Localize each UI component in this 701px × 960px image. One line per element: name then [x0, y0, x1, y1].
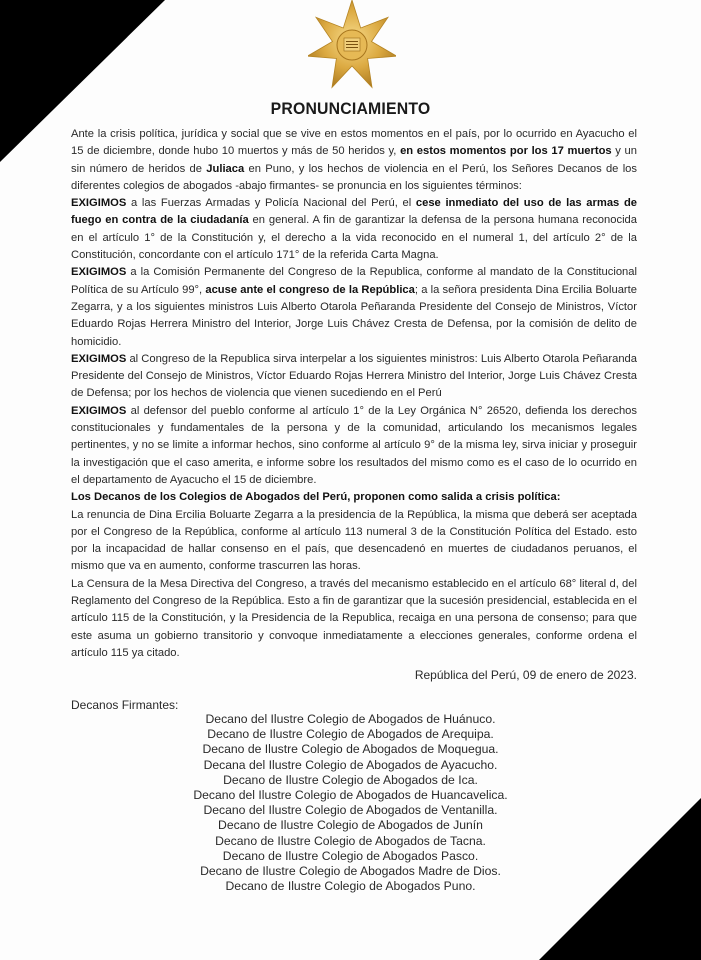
signers-list — [0, 712, 701, 894]
bold-text-run: acuse ante el congreso de la República — [205, 283, 415, 296]
text-run: a las Fuerzas Armadas y Policía Nacional del Perú, el — [126, 197, 416, 210]
date-line: República del Perú, 09 de enero de 2023. — [414, 668, 637, 683]
bold-text-run: en estos momentos por los 17 muertos — [400, 145, 612, 158]
bold-text-run: cese inmediato del uso de las armas de fuego en contra de la ciudadanía — [71, 197, 637, 227]
paragraph-exigimos-4 — [71, 403, 637, 489]
signer-line: Decano de Ilustre Colegio de Abogados de Junín — [218, 818, 483, 833]
text-run: en Puno, y los hechos de violencia en el Perú, los Señores Decanos de los diferentes colegios de abogados -abajo firmantes- se pronuncia en los siguientes términos: — [71, 162, 637, 192]
signer-line: Decano de Ilustre Colegio de Abogados de Ica. — [223, 772, 478, 787]
signer-line: Decano de Ilustre Colegio de Abogados de Arequipa. — [207, 727, 494, 742]
paragraph-exigimos-2 — [71, 264, 637, 350]
paragraph-proposal-1 — [71, 507, 637, 576]
text-run: ; a la señora presidenta Dina Ercilia Boluarte Zegarra, y a los siguientes ministros Luis Alberto Otarola Peñaranda Presidente del Consejo de Ministros, Víctor Eduardo Rojas Herrera Ministro del Interior, Jorge Luis Chávez Cresta de Defensa, por la comisión de delito de homicidio. — [71, 283, 637, 348]
signer-line: Decano de Ilustre Colegio de Abogados Pasco. — [222, 848, 479, 863]
paragraph-intro — [71, 126, 637, 195]
document-title: PRONUNCIAMIENTO — [270, 99, 431, 118]
document-body — [71, 126, 637, 714]
signer-line: Decano de Ilustre Colegio de Abogados de Tacna. — [215, 833, 486, 848]
signers-label: Decanos Firmantes: — [71, 697, 179, 712]
paragraph-proposal-2 — [71, 576, 637, 662]
text-run: a la Comisión Permanente del Congreso de la Republica, conforme al mandato de la Constitucional Política de su Artículo 99°, — [71, 266, 637, 296]
bold-text-run: EXIGIMOS — [71, 352, 127, 365]
signer-line: Decano de Ilustre Colegio de Abogados Puno. — [225, 879, 476, 894]
paragraph-exigimos-1 — [71, 195, 637, 264]
text-run: al defensor del pueblo conforme al artículo 1° de la Ley Orgánica N° 26520, defienda los derechos constitucionales y fundamentales de la persona y de la comunidad, articulando los mecanismos legales pertinentes, y no se limite a informar hechos, sino conforme al artículo 9° de la misma ley, sirva iniciar y proseguir la investigación que el caso amerita, e informe sobre los resultados del mismo como es el caso de lo ocurrido en el departamento de Ayacucho el 15 de diciembre. — [71, 404, 637, 486]
text-run: al Congreso de la Republica sirva interpelar a los siguientes ministros: Luis Alberto Otarola Peñaranda Presidente del Consejo de Ministros, Víctor Eduardo Rojas Herrera Ministro del Interior, Jorge Luis Chávez Cresta de Defensa; por los hechos de violencia que vienen sucediendo en el Perú — [71, 352, 637, 400]
text-run: en general. A fin de garantizar la defensa de la persona humana reconocida en el artículo 1° de la Constitución y, el derecho a la vida reconocido en el numeral 1, del artículo 2° de la Constitución, concordante con el artículo 171° de la referida Carta Magna. — [71, 214, 637, 262]
gold-star-emblem-icon — [308, 0, 396, 92]
signer-line: Decano del Ilustre Colegio de Abogados de Huánuco. — [205, 712, 496, 726]
bold-text-run: Juliaca — [206, 162, 245, 175]
signer-line: Decano de Ilustre Colegio de Abogados de Moquegua. — [202, 742, 499, 757]
text-run: La renuncia de Dina Ercilia Boluarte Zegarra a la presidencia de la República, la misma que deberá ser aceptada por el Congreso de la República, conforme al artículo 113 numeral 3 de la Constitución Política del Estado. esto por la incapacidad de hallar consenso en el país, que desencadenó en muertes de ciudadanos peruanos, el mismo que va en aumento, conforme trascurren las horas. — [71, 508, 637, 573]
paragraph-list — [71, 126, 637, 662]
bold-text-run: Los Decanos de los Colegios de Abogados del Perú, proponen como salida a crisis política: — [71, 491, 561, 504]
bold-text-run: EXIGIMOS — [71, 266, 127, 279]
text-run: y un sin número de heridos de — [71, 145, 637, 175]
bold-text-run: EXIGIMOS — [71, 404, 127, 417]
text-run: Ante la crisis política, jurídica y social que se vive en estos momentos en el país, por lo ocurrido en Ayacucho el 15 de diciembre, donde hubo 10 muertos y más de 50 heridos y, — [71, 128, 637, 158]
signer-line: Decano de Ilustre Colegio de Abogados Madre de Dios. — [200, 864, 501, 879]
paragraph-proposal-heading — [71, 489, 637, 506]
text-run: La Censura de la Mesa Directiva del Congreso, a través del mecanismo establecido en el artículo 68° literal d, del Reglamento del Congreso de la República. Esto a fin de garantizar que la sucesión presidencial, establecida en el artículo 115 de la Constitución, y la Presidencia de la Republica, recaiga en una persona de consenso; para que este asuma un gobierno transitorio y convoque inmediatamente a elecciones generales, conforme ordena el artículo 115 ya citado. — [71, 577, 637, 659]
signer-line: Decana del Ilustre Colegio de Abogados de Ayacucho. — [203, 757, 498, 772]
paragraph-exigimos-3 — [71, 351, 637, 403]
signer-line: Decano del Ilustre Colegio de Abogados de Huancavelica. — [193, 788, 508, 803]
signer-line: Decano del Ilustre Colegio de Abogados de Ventanilla. — [203, 803, 498, 818]
bold-text-run: EXIGIMOS — [71, 197, 127, 210]
